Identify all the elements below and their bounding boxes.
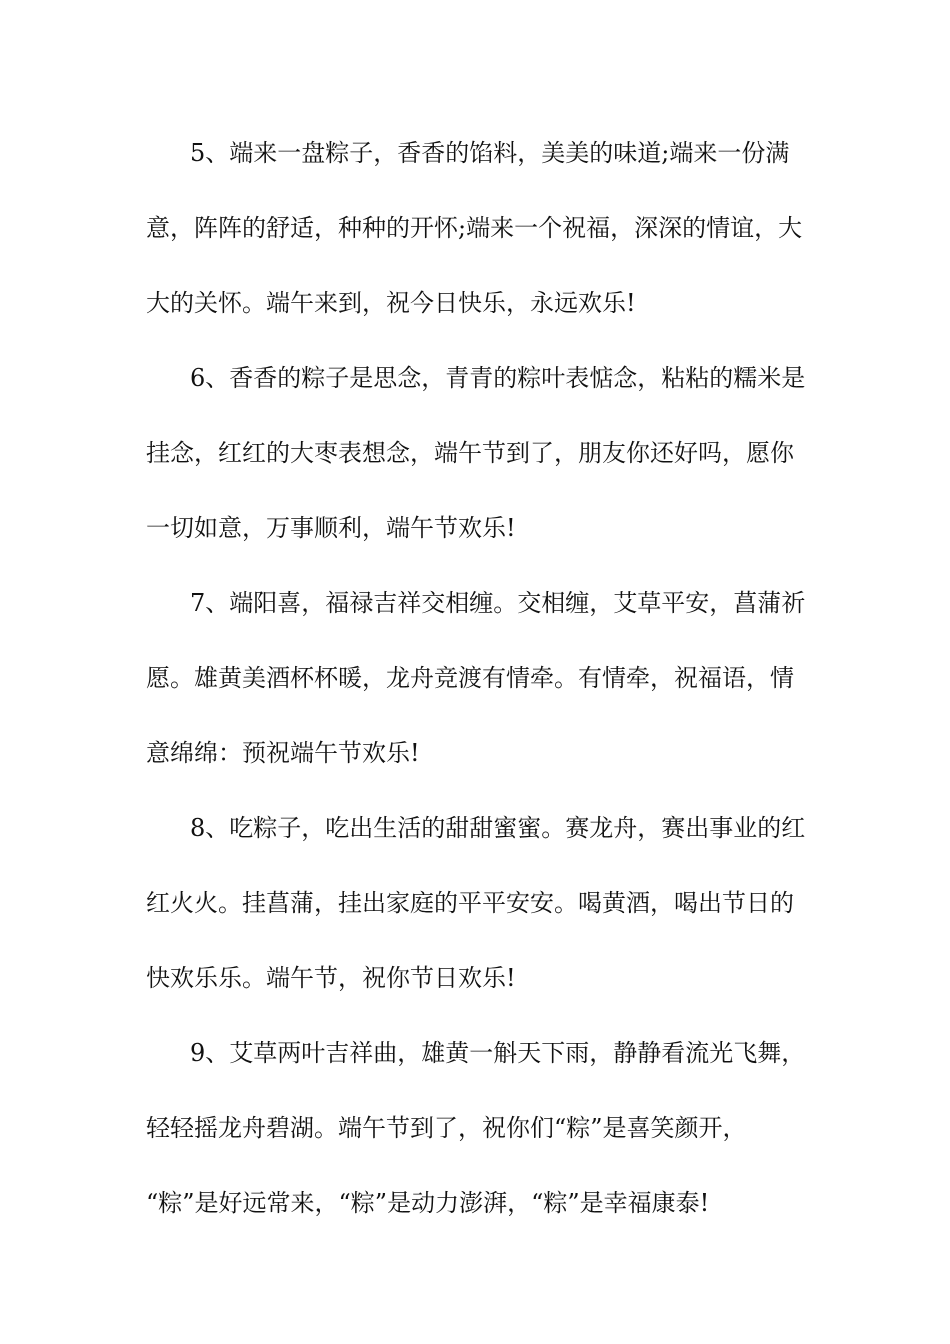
paragraph-6-line-2: 挂念，红红的大枣表想念，端午节到了，朋友你还好吗，愿你 (146, 439, 794, 467)
paragraph-8-line-1: 8、吃粽子，吃出生活的甜甜蜜蜜。赛龙舟，赛出事业的红 (190, 814, 806, 842)
paragraph-7-line-2: 愿。雄黄美酒杯杯暖，龙舟竞渡有情牵。有情牵，祝福语，情 (146, 664, 794, 692)
paragraph-7-line-3: 意绵绵：预祝端午节欢乐! (146, 739, 420, 767)
paragraph-8-line-2: 红火火。挂菖蒲，挂出家庭的平平安安。喝黄酒，喝出节日的 (146, 889, 794, 917)
paragraph-9-line-3: “粽”是好远常来，“粽”是动力澎湃，“粽”是幸福康泰! (146, 1189, 710, 1217)
paragraph-9-line-2: 轻轻摇龙舟碧湖。端午节到了，祝你们“粽”是喜笑颜开， (146, 1114, 747, 1142)
paragraph-6-line-3: 一切如意，万事顺利，端午节欢乐! (146, 514, 516, 542)
paragraph-6-line-1: 6、香香的粽子是思念，青青的粽叶表惦念，粘粘的糯米是 (190, 364, 806, 392)
paragraph-5-line-2: 意，阵阵的舒适，种种的开怀;端来一个祝福，深深的情谊，大 (146, 214, 803, 242)
paragraph-9-line-1: 9、艾草两叶吉祥曲，雄黄一斛天下雨，静静看流光飞舞， (190, 1039, 806, 1067)
paragraph-5-line-3: 大的关怀。端午来到，祝今日快乐，永远欢乐! (146, 289, 636, 317)
paragraph-5-line-1: 5、端来一盘粽子，香香的馅料，美美的味道;端来一份满 (190, 139, 790, 167)
paragraph-8-line-3: 快欢乐乐。端午节，祝你节日欢乐! (146, 964, 516, 992)
paragraph-7-line-1: 7、端阳喜，福禄吉祥交相缠。交相缠，艾草平安，菖蒲祈 (190, 589, 806, 617)
